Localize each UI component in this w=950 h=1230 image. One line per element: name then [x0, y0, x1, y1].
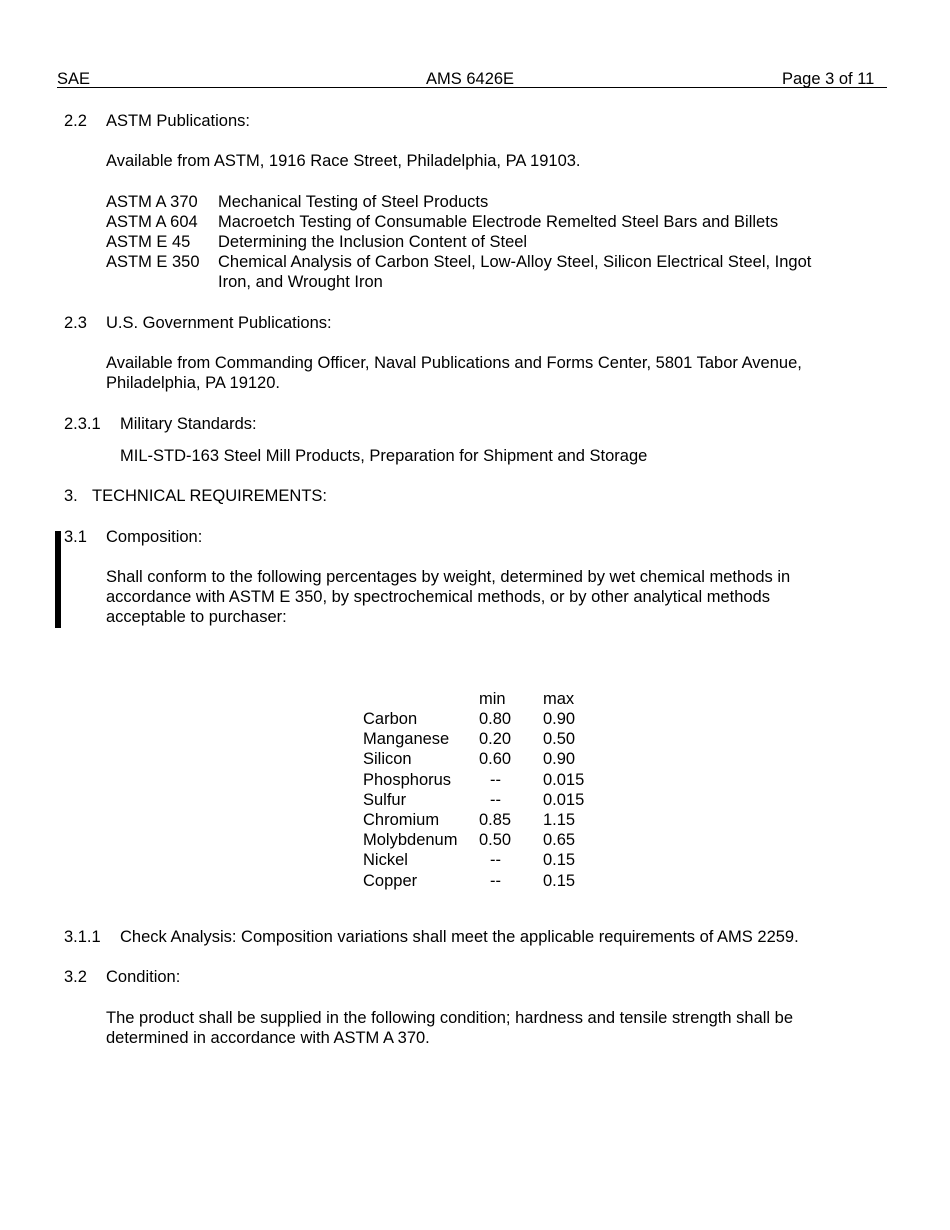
section-3-2-title: Condition: [106, 968, 181, 986]
table-row [363, 709, 603, 729]
section-2-3-number: 2.3 [64, 314, 87, 332]
element-max: 0.90 [543, 750, 576, 769]
section-3-1-1-number: 3.1.1 [64, 928, 101, 946]
table-row [363, 790, 603, 810]
header-doc-number: AMS 6426E [426, 70, 515, 88]
section-2-3-1-title: Military Standards: [120, 415, 257, 433]
table-row [363, 850, 603, 870]
reference-title-continuation: Iron, and Wrought Iron [218, 273, 383, 291]
table-row [363, 729, 603, 749]
section-3-1-1-text: Check Analysis: Composition variations shall meet the applicable requirements of AMS 2259. [120, 928, 799, 946]
military-standard-reference: MIL-STD-163 Steel Mill Products, Preparation for Shipment and Storage [120, 447, 648, 465]
section-3-1-text-line-2: accordance with ASTM E 350, by spectrochemical methods, or by other analytical methods [106, 588, 770, 606]
element-min: 0.20 [479, 730, 512, 749]
composition-header-row [363, 688, 603, 709]
element-name: Copper [363, 871, 418, 890]
element-max: 1.15 [543, 811, 576, 830]
table-row [363, 830, 603, 850]
element-name: Sulfur [363, 790, 407, 809]
reference-title: Mechanical Testing of Steel Products [218, 193, 489, 211]
revision-change-bar [55, 531, 61, 628]
header-page-number: Page 3 of 11 [782, 70, 875, 88]
element-max: 0.15 [543, 851, 576, 870]
section-2-2-title: ASTM Publications: [106, 112, 250, 130]
reference-title: Macroetch Testing of Consumable Electrode Remelted Steel Bars and Billets [218, 213, 779, 231]
composition-header-element [363, 688, 479, 709]
section-3-1-text-line-1: Shall conform to the following percentages by weight, determined by wet chemical methods in [106, 568, 791, 586]
reference-code: ASTM E 350 [106, 253, 200, 271]
section-2-3-title: U.S. Government Publications: [106, 314, 332, 332]
section-3-title: TECHNICAL REQUIREMENTS: [92, 487, 327, 505]
section-3-1-number: 3.1 [64, 528, 87, 546]
table-row [363, 871, 603, 891]
element-min: -- [490, 871, 501, 890]
section-3-number: 3. [64, 487, 78, 505]
element-name: Molybdenum [363, 831, 458, 850]
element-name: Phosphorus [363, 770, 452, 789]
table-row [363, 770, 603, 790]
element-name: Chromium [363, 811, 440, 830]
header-org: SAE [57, 70, 91, 88]
reference-code: ASTM A 370 [106, 193, 198, 211]
section-2-2-number: 2.2 [64, 112, 87, 130]
header-rule [57, 87, 887, 88]
element-min: 0.60 [479, 750, 512, 769]
element-max: 0.50 [543, 730, 576, 749]
element-min: 0.50 [479, 831, 512, 850]
reference-title: Chemical Analysis of Carbon Steel, Low-Alloy Steel, Silicon Electrical Steel, Ingot [218, 253, 812, 271]
element-min: -- [490, 770, 501, 789]
table-row [363, 749, 603, 769]
reference-code: ASTM A 604 [106, 213, 198, 231]
element-min: -- [490, 790, 501, 809]
element-name: Carbon [363, 710, 418, 729]
composition-header-max: max [543, 689, 575, 708]
element-min: 0.80 [479, 710, 512, 729]
table-row [363, 810, 603, 830]
section-2-3-1-number: 2.3.1 [64, 415, 101, 433]
element-name: Nickel [363, 851, 408, 870]
element-name: Silicon [363, 750, 412, 769]
element-max: 0.015 [543, 790, 585, 809]
element-min: 0.85 [479, 811, 512, 830]
section-2-3-availability-line-2: Philadelphia, PA 19120. [106, 374, 280, 392]
section-3-2-text-line-1: The product shall be supplied in the following condition; hardness and tensile strength shall be [106, 1009, 794, 1027]
section-3-1-title: Composition: [106, 528, 203, 546]
section-2-3-availability-line-1: Available from Commanding Officer, Naval Publications and Forms Center, 5801 Tabor Avenue, [106, 354, 802, 372]
element-min: -- [490, 851, 501, 870]
element-max: 0.15 [543, 871, 576, 890]
composition-header-min: min [479, 689, 506, 708]
element-max: 0.015 [543, 770, 585, 789]
section-3-2-number: 3.2 [64, 968, 87, 986]
section-2-2-availability: Available from ASTM, 1916 Race Street, Philadelphia, PA 19103. [106, 152, 581, 170]
section-3-1-text-line-3: acceptable to purchaser: [106, 608, 287, 626]
element-max: 0.65 [543, 831, 576, 850]
composition-table [363, 688, 603, 891]
element-max: 0.90 [543, 710, 576, 729]
reference-code: ASTM E 45 [106, 233, 191, 251]
element-name: Manganese [363, 730, 450, 749]
section-3-2-text-line-2: determined in accordance with ASTM A 370. [106, 1029, 430, 1047]
reference-title: Determining the Inclusion Content of Steel [218, 233, 528, 251]
